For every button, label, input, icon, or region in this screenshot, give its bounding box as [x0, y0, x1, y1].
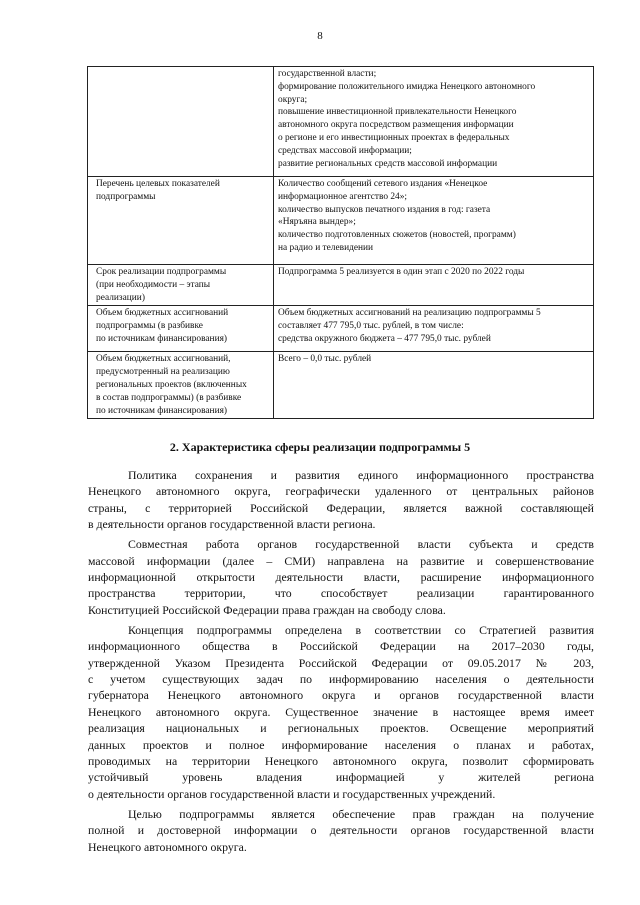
paragraph-line: Целью подпрограммы является обеспечение прав граждан на получение — [128, 806, 594, 821]
cell-text-line: региональных проектов (включенных — [96, 379, 247, 390]
cell-text-line: Объем бюджетных ассигнований, — [96, 354, 231, 365]
paragraph-line: данных проектов и полное информирование населения о планах и работах, — [88, 737, 594, 752]
parameter-value-cell — [274, 67, 594, 177]
cell-text-line: на радио и телевидении — [278, 242, 374, 253]
paragraph-line: Ненецкого автономного округа, географически удаленного от центральных районов — [88, 484, 594, 499]
paragraph-line: Ненецкого автономного округа. Существенное значение в настоящее время имеет — [88, 704, 594, 719]
table-row — [88, 306, 594, 352]
parameter-value-cell — [274, 352, 594, 419]
paragraph-line: Конституцией Российской Федерации права граждан на свободу слова. — [88, 602, 446, 617]
table-row — [88, 67, 594, 177]
section-heading: 2. Характеристика сферы реализации подпрограммы 5 — [169, 440, 471, 454]
paragraph-line: Концепция подпрограммы определена в соответствии со Стратегией развития — [128, 623, 594, 638]
paragraph-line: Политика сохранения и развития единого информационного пространства — [128, 468, 594, 482]
table-row — [88, 265, 594, 306]
cell-text-line: количество подготовленных сюжетов (новостей, программ) — [278, 230, 516, 241]
parameter-value-cell — [274, 306, 594, 352]
parameter-value-cell — [274, 265, 594, 306]
cell-text-line: Срок реализации подпрограммы — [96, 267, 227, 277]
cell-text-line: Всего – 0,0 тыс. рублей — [278, 354, 372, 365]
cell-text-line: средства окружного бюджета – 477 795,0 тыс. рублей — [278, 333, 491, 344]
cell-text-line: реализации) — [96, 292, 145, 303]
cell-text-line: количество выпусков печатного издания в год: газета — [278, 204, 491, 215]
table-row — [88, 177, 594, 265]
parameter-value-cell — [274, 177, 594, 265]
cell-text-line: Объем бюджетных ассигнований — [96, 308, 229, 319]
paragraph-line: с учетом существующих задач по информированию населения о деятельности — [88, 672, 594, 687]
cell-text-line: автономного округа посредством размещения информации — [278, 120, 514, 131]
cell-text-line: формирование положительного имиджа Ненецкого автономного — [278, 81, 536, 92]
cell-text-line: по источникам финансирования) — [96, 333, 228, 344]
parameter-name-cell — [88, 177, 274, 265]
page-number: 8 — [317, 30, 323, 42]
cell-text-line: «Няръяна вындер»; — [278, 217, 356, 228]
cell-text-line: повышение инвестиционной привлекательности Ненецкого — [278, 107, 517, 118]
paragraph-line: полной и достоверной информации о деятельности органов государственной власти — [88, 823, 594, 838]
body-paragraph — [88, 622, 594, 802]
paragraph-line: Ненецкого автономного округа. — [88, 839, 247, 854]
cell-text-line: Подпрограмма 5 реализуется в один этап с 2020 по 2022 годы — [278, 267, 525, 277]
paragraph-line: Совместная работа органов государственной власти субъекта и средств — [128, 537, 594, 552]
paragraph-line: пространства территории, что способствует реализации гарантированного — [88, 586, 594, 601]
cell-text-line: информационное агентство 24»; — [278, 191, 408, 202]
table-row — [88, 352, 594, 419]
paragraph-line: массовой информации (далее – СМИ) направлена на развитие и совершенствование — [88, 553, 594, 568]
cell-text-line: составляет 477 795,0 тыс. рублей, в том числе: — [278, 321, 464, 332]
cell-text-line: (при необходимости – этапы — [96, 279, 211, 290]
cell-text-line: подпрограммы (в разбивке — [96, 321, 203, 332]
cell-text-line: развитие региональных средств массовой информации — [278, 158, 498, 169]
parameter-name-cell — [88, 67, 274, 177]
cell-text-line: Объем бюджетных ассигнований на реализацию подпрограммы 5 — [278, 308, 541, 319]
paragraph-line: страны, с территорией Российской Федерации, является важной составляющей — [88, 500, 594, 515]
body-paragraph — [88, 806, 594, 855]
paragraph-line: утвержденной Указом Президента Российской Федерации от 09.05.2017 № 203, — [88, 655, 594, 670]
parameter-name-cell — [88, 352, 274, 419]
body-paragraph — [88, 467, 594, 532]
cell-text-line: округа; — [278, 94, 308, 105]
subprogram-passport-table — [87, 66, 594, 419]
paragraph-line: проводимых на территории Ненецкого автономного округа, позволит сформировать — [88, 753, 594, 768]
paragraph-line: в деятельности органов государственной власти региона. — [88, 517, 376, 532]
cell-text-line: в состав подпрограммы) (в разбивке — [96, 392, 242, 403]
paragraph-line: о деятельности органов государственной власти и государственных учреждений. — [88, 786, 496, 801]
paragraph-line: устойчивый уровень владения информацией у жителей региона — [88, 770, 594, 785]
paragraph-line: информационного общества в Российской Федерации на 2017–2030 годы, — [88, 639, 594, 654]
parameter-name-cell — [88, 265, 274, 306]
cell-text-line: государственной власти; — [278, 69, 377, 79]
body-paragraph — [88, 536, 594, 618]
cell-text-line: Количество сообщений сетевого издания «Ненецкое — [278, 179, 488, 189]
paragraph-line: губернатора Ненецкого автономного округа и органов государственной власти — [88, 688, 594, 703]
cell-text-line: подпрограммы — [96, 191, 156, 202]
cell-text-line: по источникам финансирования) — [96, 405, 228, 416]
cell-text-line: о регионе и его инвестиционных проектах в федеральных — [278, 132, 510, 143]
parameter-name-cell — [88, 306, 274, 352]
paragraph-line: информационной открытости деятельности власти, расширение информационного — [88, 570, 594, 585]
cell-text-line: предусмотренный на реализацию — [96, 367, 230, 378]
paragraph-line: реализация национальных и региональных проектов. Освещение мероприятий — [88, 721, 594, 736]
cell-text-line: средствах массовой информации; — [278, 145, 412, 156]
section-body — [88, 467, 594, 855]
cell-text-line: Перечень целевых показателей — [96, 179, 220, 189]
